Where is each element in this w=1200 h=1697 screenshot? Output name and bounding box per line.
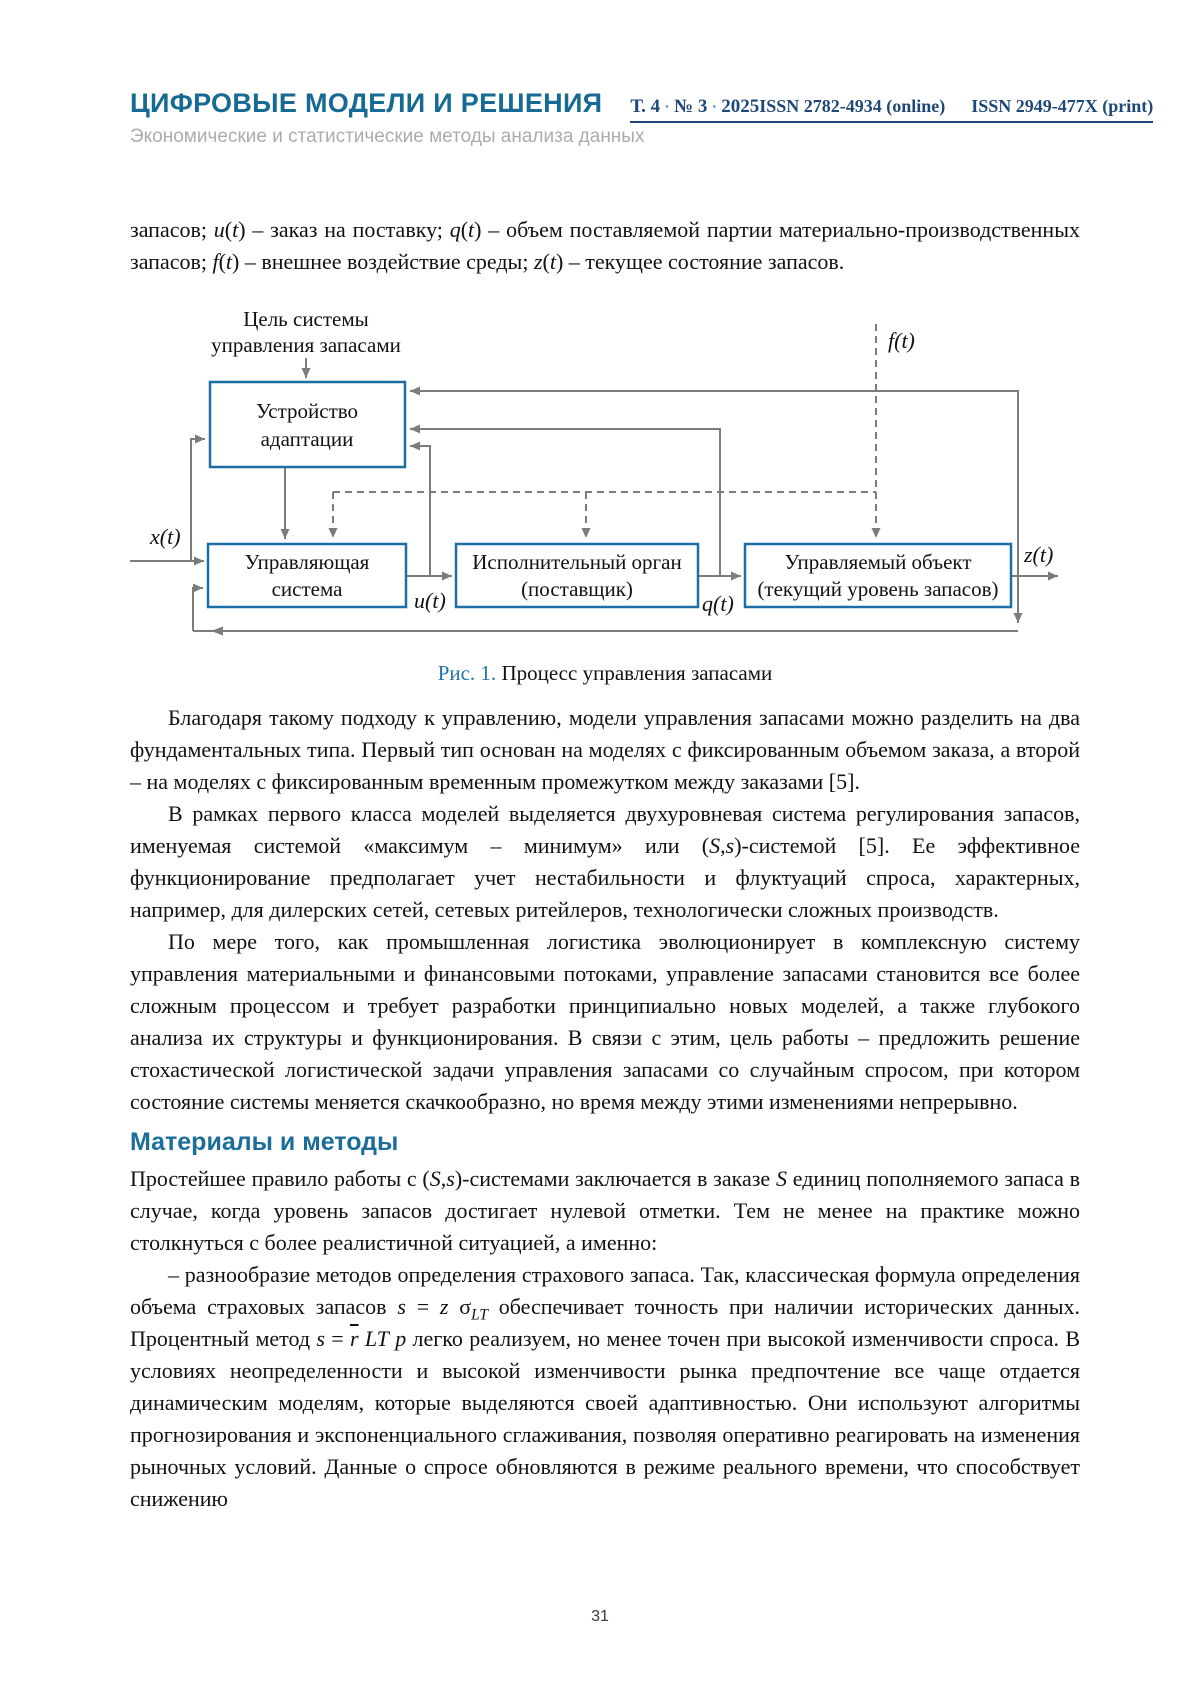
figure-caption	[130, 661, 1080, 686]
control-box-line1: Управляющая	[244, 550, 370, 574]
bottom-feedback-left-arrowhead-icon	[211, 627, 223, 636]
figure-caption-text: Процесс управления запасами	[496, 661, 773, 685]
control-box-line2: система	[271, 577, 343, 601]
paragraph-simple-rule: Простейшее правило работы с (S,s)-системами заключается в заказе S единиц пополняемого запаса в случае, когда уровень запасов достигает нулевой отметки. Тем не менее на практике можно столкнуться с более реалистичной ситуацией, а именно:	[130, 1166, 1080, 1255]
paragraph-safety-stock-methods: – разнообразие методов определения страхового запаса. Так, классическая формула определения объема страховых запасов s = z $\sigma_{LT}$ обеспечивает точность при наличии исторических данных. Процентный метод $s = \overline{r}$ LT p легко реализуем, но менее точен при высокой изменчивости спроса. В условиях неопределенности и высокой изменчивости рынка предпочтение все чаще отдается динамическим моделям, которые выделяются своей адаптивностью. Они используют алгоритмы прогнозирования и экспоненциального сглаживания, позволяя оперативно реагировать на изменения рыночных условий. Данные о спросе обновляются в режиме реального времени, что способствует снижению	[130, 1262, 1081, 1511]
f-signal-label: f(t)	[888, 328, 915, 353]
page-number: 31	[591, 1608, 609, 1625]
feedback-u-to-adaptation	[410, 446, 430, 576]
adaptation-box	[210, 382, 405, 467]
figure-1	[130, 284, 1080, 686]
issn-info	[759, 96, 1153, 117]
goal-label-line1: Цель системы	[243, 307, 369, 331]
section-heading-materials-methods: Материалы и методы	[130, 1128, 399, 1156]
issn-print: ISSN 2949-477X (print)	[971, 96, 1154, 116]
z-signal-label: z(t)	[1024, 542, 1054, 567]
issue-info	[630, 96, 759, 118]
goal-label-line2: управления запасами	[211, 333, 401, 357]
issue-number: № 3	[674, 96, 708, 117]
section-subtitle: Экономические и статистические методы анализа данных	[130, 126, 645, 147]
x-signal-label: x(t)	[150, 524, 181, 549]
executor-box-line1: Исполнительный орган	[472, 550, 682, 574]
issn-online: ISSN 2782-4934 (online)	[759, 96, 946, 116]
paragraph-goal-of-work: По мере того, как промышленная логистика эволюционирует в комплексную систему управления материальными и финансовыми потоками, управление запасами становится все более сложным процессом и требует разработки принципиально новых моделей, а также глубокого анализа их структуры и функционирования. В связи с этим, цель работы – предложить решение стохастической логистической задачи управления запасами со случайным спросом, при котором состояние системы меняется скачкообразно, но время между этими изменениями непрерывно.	[130, 929, 1080, 1114]
inventory-control-diagram	[130, 284, 1080, 642]
journal-header	[130, 88, 1154, 148]
object-box-line2: (текущий уровень запасов)	[757, 577, 999, 601]
adaptation-box-line2: адаптации	[260, 427, 354, 451]
dot-separator-icon: •	[665, 101, 670, 113]
paragraph-types: Благодаря такому подходу к управлению, модели управления запасами можно разделить на два фундаментальных типа. Первый тип основан на моделях с фиксированным объемом заказа, а второй – на моделях с фиксированным временным промежутком между заказами [5].	[130, 705, 1080, 794]
bottom-feedback-into-control	[193, 588, 203, 631]
x-branch-to-adaptation	[191, 439, 205, 561]
u-signal-label: u(t)	[414, 588, 446, 613]
journal-title: ЦИФРОВЫЕ МОДЕЛИ И РЕШЕНИЯ	[130, 88, 603, 118]
object-box-line1: Управляемый объект	[784, 550, 972, 574]
q-signal-label: q(t)	[702, 591, 734, 616]
intro-paragraph: запасов; u(t) – заказ на поставку; q(t) – объем поставляемой партии материально-производственных запасов; f(t) – внешнее воздействие среды; z(t) – текущее состояние запасов.	[130, 217, 1080, 274]
issue-year: 2025	[721, 96, 760, 117]
executor-box-line2: (поставщик)	[521, 577, 633, 601]
paragraph-ss-system: В рамках первого класса моделей выделяется двухуровневая система регулирования запасов, именуемая системой «максимум – минимум» или (S,s)-системой [5]. Ее эффективное функционирование предполагает учет нестабильности и флуктуаций спроса, характерных, например, для дилерских сетей, сетевых ритейлеров, технологически сложных производств.	[130, 801, 1080, 922]
adaptation-box-line1: Устройство	[255, 399, 359, 423]
header-issue-issn	[630, 96, 1153, 123]
dot-separator-icon: •	[712, 101, 717, 113]
volume-label: Т. 4	[630, 96, 661, 117]
figure-caption-number: Рис. 1.	[437, 661, 497, 685]
